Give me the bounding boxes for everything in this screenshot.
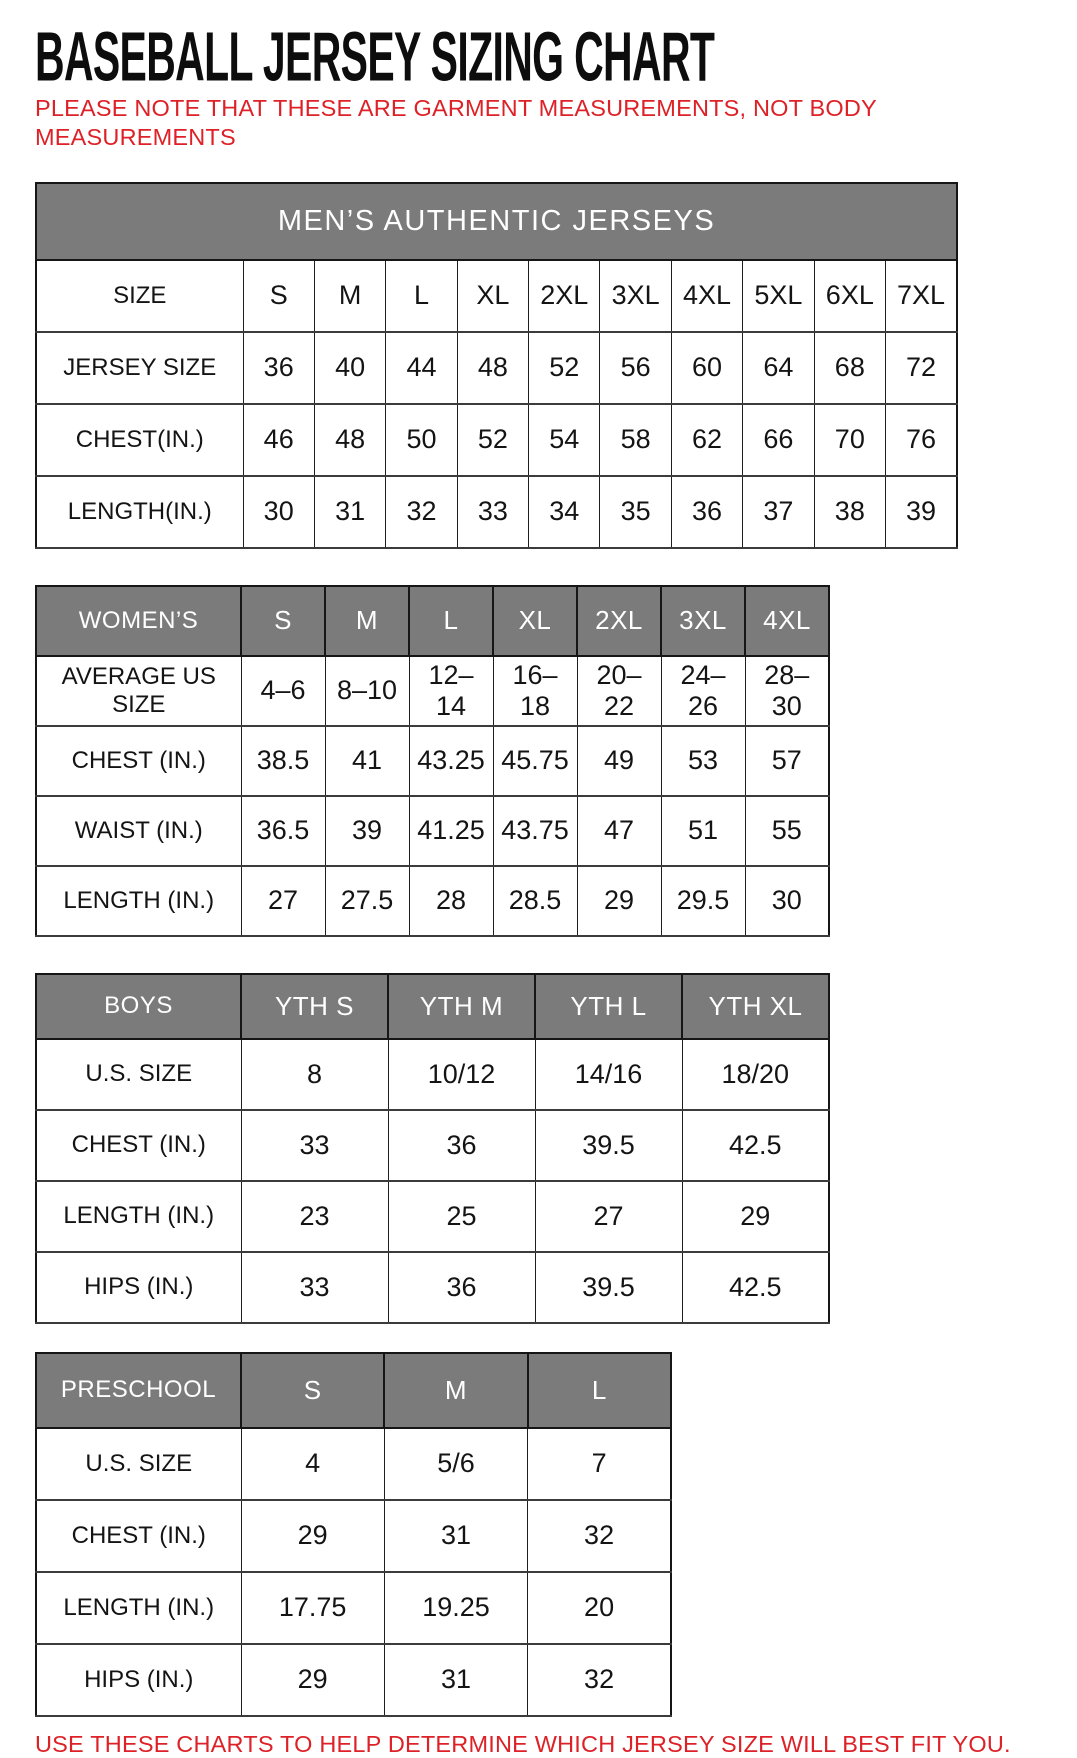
value-cell: 33: [241, 1252, 388, 1323]
row-label-cell: CHEST (IN.): [36, 1500, 241, 1572]
value-cell: 29: [577, 866, 661, 936]
value-cell: 58: [600, 404, 671, 476]
row-label-cell: SIZE: [36, 260, 243, 332]
size-header-cell: S: [241, 1353, 384, 1428]
table-row: [36, 1500, 671, 1572]
value-cell: 40: [314, 332, 385, 404]
table-row: [36, 1252, 829, 1323]
value-cell: 32: [528, 1500, 671, 1572]
value-cell: 12–14: [409, 656, 493, 726]
boys-header-label: BOYS: [36, 974, 241, 1039]
row-label-cell: LENGTH (IN.): [36, 866, 241, 936]
row-label-cell: LENGTH (IN.): [36, 1572, 241, 1644]
womens-header-row: [36, 586, 829, 656]
value-cell: S: [243, 260, 314, 332]
value-cell: 41: [325, 726, 409, 796]
page-title: BASEBALL JERSEY SIZING CHART: [35, 17, 715, 96]
value-cell: 4: [241, 1428, 384, 1500]
value-cell: 36.5: [241, 796, 325, 866]
value-cell: 28.5: [493, 866, 577, 936]
table-row: [36, 726, 829, 796]
value-cell: 30: [745, 866, 829, 936]
value-cell: 25: [388, 1181, 535, 1252]
value-cell: 35: [600, 476, 671, 548]
value-cell: 7XL: [886, 260, 957, 332]
value-cell: 62: [671, 404, 742, 476]
value-cell: M: [314, 260, 385, 332]
row-label-cell: CHEST (IN.): [36, 1110, 241, 1181]
value-cell: 54: [529, 404, 600, 476]
value-cell: L: [386, 260, 457, 332]
value-cell: 39.5: [535, 1110, 682, 1181]
value-cell: XL: [457, 260, 528, 332]
row-label-cell: LENGTH (IN.): [36, 1181, 241, 1252]
row-label-cell: U.S. SIZE: [36, 1428, 241, 1500]
table-row: [36, 1428, 671, 1500]
value-cell: 38: [814, 476, 885, 548]
table-row: [36, 476, 957, 548]
table-row: [36, 1110, 829, 1181]
value-cell: 20–22: [577, 656, 661, 726]
size-header-cell: 2XL: [577, 586, 661, 656]
value-cell: 39.5: [535, 1252, 682, 1323]
value-cell: 49: [577, 726, 661, 796]
value-cell: 47: [577, 796, 661, 866]
value-cell: 68: [814, 332, 885, 404]
value-cell: 43.75: [493, 796, 577, 866]
value-cell: 33: [457, 476, 528, 548]
value-cell: 76: [886, 404, 957, 476]
value-cell: 32: [386, 476, 457, 548]
size-header-cell: YTH XL: [682, 974, 829, 1039]
table-row: [36, 866, 829, 936]
value-cell: 31: [384, 1500, 527, 1572]
value-cell: 37: [743, 476, 814, 548]
value-cell: 29: [682, 1181, 829, 1252]
size-header-cell: L: [409, 586, 493, 656]
value-cell: 39: [325, 796, 409, 866]
value-cell: 72: [886, 332, 957, 404]
womens-sizing-table: [35, 585, 830, 937]
value-cell: 46: [243, 404, 314, 476]
value-cell: 27: [535, 1181, 682, 1252]
value-cell: 5/6: [384, 1428, 527, 1500]
value-cell: 32: [528, 1644, 671, 1716]
value-cell: 31: [314, 476, 385, 548]
value-cell: 64: [743, 332, 814, 404]
value-cell: 45.75: [493, 726, 577, 796]
value-cell: 39: [886, 476, 957, 548]
boys-sizing-table: [35, 973, 830, 1324]
value-cell: 51: [661, 796, 745, 866]
value-cell: 36: [671, 476, 742, 548]
row-label-cell: HIPS (IN.): [36, 1644, 241, 1716]
row-label-cell: CHEST (IN.): [36, 726, 241, 796]
value-cell: 42.5: [682, 1110, 829, 1181]
value-cell: 6XL: [814, 260, 885, 332]
value-cell: 36: [243, 332, 314, 404]
value-cell: 60: [671, 332, 742, 404]
table-row: [36, 332, 957, 404]
value-cell: 52: [457, 404, 528, 476]
row-label-cell: AVERAGE US SIZE: [36, 656, 241, 726]
value-cell: 19.25: [384, 1572, 527, 1644]
row-label-cell: U.S. SIZE: [36, 1039, 241, 1110]
size-header-cell: 3XL: [661, 586, 745, 656]
boys-header-row: [36, 974, 829, 1039]
value-cell: 70: [814, 404, 885, 476]
size-header-cell: M: [384, 1353, 527, 1428]
size-header-cell: XL: [493, 586, 577, 656]
preschool-header-row: [36, 1353, 671, 1428]
mens-banner: MEN’S AUTHENTIC JERSEYS: [36, 183, 957, 260]
value-cell: 4–6: [241, 656, 325, 726]
value-cell: 4XL: [671, 260, 742, 332]
value-cell: 8: [241, 1039, 388, 1110]
value-cell: 30: [243, 476, 314, 548]
value-cell: 17.75: [241, 1572, 384, 1644]
value-cell: 41.25: [409, 796, 493, 866]
value-cell: 18/20: [682, 1039, 829, 1110]
preschool-header-label: PRESCHOOL: [36, 1353, 241, 1428]
value-cell: 36: [388, 1110, 535, 1181]
row-label-cell: CHEST(IN.): [36, 404, 243, 476]
table-row: [36, 656, 829, 726]
value-cell: 50: [386, 404, 457, 476]
value-cell: 16–18: [493, 656, 577, 726]
value-cell: 27.5: [325, 866, 409, 936]
value-cell: 56: [600, 332, 671, 404]
womens-header-label: WOMEN’S: [36, 586, 241, 656]
value-cell: 2XL: [529, 260, 600, 332]
value-cell: 36: [388, 1252, 535, 1323]
size-header-cell: YTH L: [535, 974, 682, 1039]
size-header-cell: L: [528, 1353, 671, 1428]
table-row: [36, 1644, 671, 1716]
row-label-cell: WAIST (IN.): [36, 796, 241, 866]
value-cell: 23: [241, 1181, 388, 1252]
table-row: [36, 1039, 829, 1110]
size-header-cell: 4XL: [745, 586, 829, 656]
fit-advice-footer: USE THESE CHARTS TO HELP DETERMINE WHICH JERSEY SIZE WILL BEST FIT YOU.: [35, 1730, 1011, 1757]
mens-authentic-jerseys-table: [35, 182, 958, 549]
value-cell: 38.5: [241, 726, 325, 796]
size-header-cell: M: [325, 586, 409, 656]
value-cell: 42.5: [682, 1252, 829, 1323]
row-label-cell: JERSEY SIZE: [36, 332, 243, 404]
value-cell: 48: [457, 332, 528, 404]
value-cell: 55: [745, 796, 829, 866]
row-label-cell: HIPS (IN.): [36, 1252, 241, 1323]
value-cell: 10/12: [388, 1039, 535, 1110]
size-header-cell: S: [241, 586, 325, 656]
value-cell: 31: [384, 1644, 527, 1716]
preschool-sizing-table: [35, 1352, 672, 1717]
value-cell: 14/16: [535, 1039, 682, 1110]
mens-banner-row: [36, 183, 957, 260]
value-cell: 27: [241, 866, 325, 936]
value-cell: 57: [745, 726, 829, 796]
size-header-cell: YTH S: [241, 974, 388, 1039]
table-row: [36, 1181, 829, 1252]
value-cell: 52: [529, 332, 600, 404]
value-cell: 29.5: [661, 866, 745, 936]
garment-measurements-note: PLEASE NOTE THAT THESE ARE GARMENT MEASUREMENTS, NOT BODY MEASUREMENTS: [35, 95, 877, 150]
value-cell: 24–26: [661, 656, 745, 726]
row-label-cell: LENGTH(IN.): [36, 476, 243, 548]
value-cell: 5XL: [743, 260, 814, 332]
value-cell: 43.25: [409, 726, 493, 796]
value-cell: 33: [241, 1110, 388, 1181]
value-cell: 3XL: [600, 260, 671, 332]
value-cell: 20: [528, 1572, 671, 1644]
table-row: [36, 1572, 671, 1644]
value-cell: 34: [529, 476, 600, 548]
value-cell: 53: [661, 726, 745, 796]
table-row: [36, 260, 957, 332]
size-header-cell: YTH M: [388, 974, 535, 1039]
value-cell: 28: [409, 866, 493, 936]
value-cell: 29: [241, 1644, 384, 1716]
value-cell: 44: [386, 332, 457, 404]
value-cell: 28–30: [745, 656, 829, 726]
table-row: [36, 796, 829, 866]
value-cell: 8–10: [325, 656, 409, 726]
value-cell: 7: [528, 1428, 671, 1500]
value-cell: 29: [241, 1500, 384, 1572]
value-cell: 66: [743, 404, 814, 476]
table-row: [36, 404, 957, 476]
value-cell: 48: [314, 404, 385, 476]
